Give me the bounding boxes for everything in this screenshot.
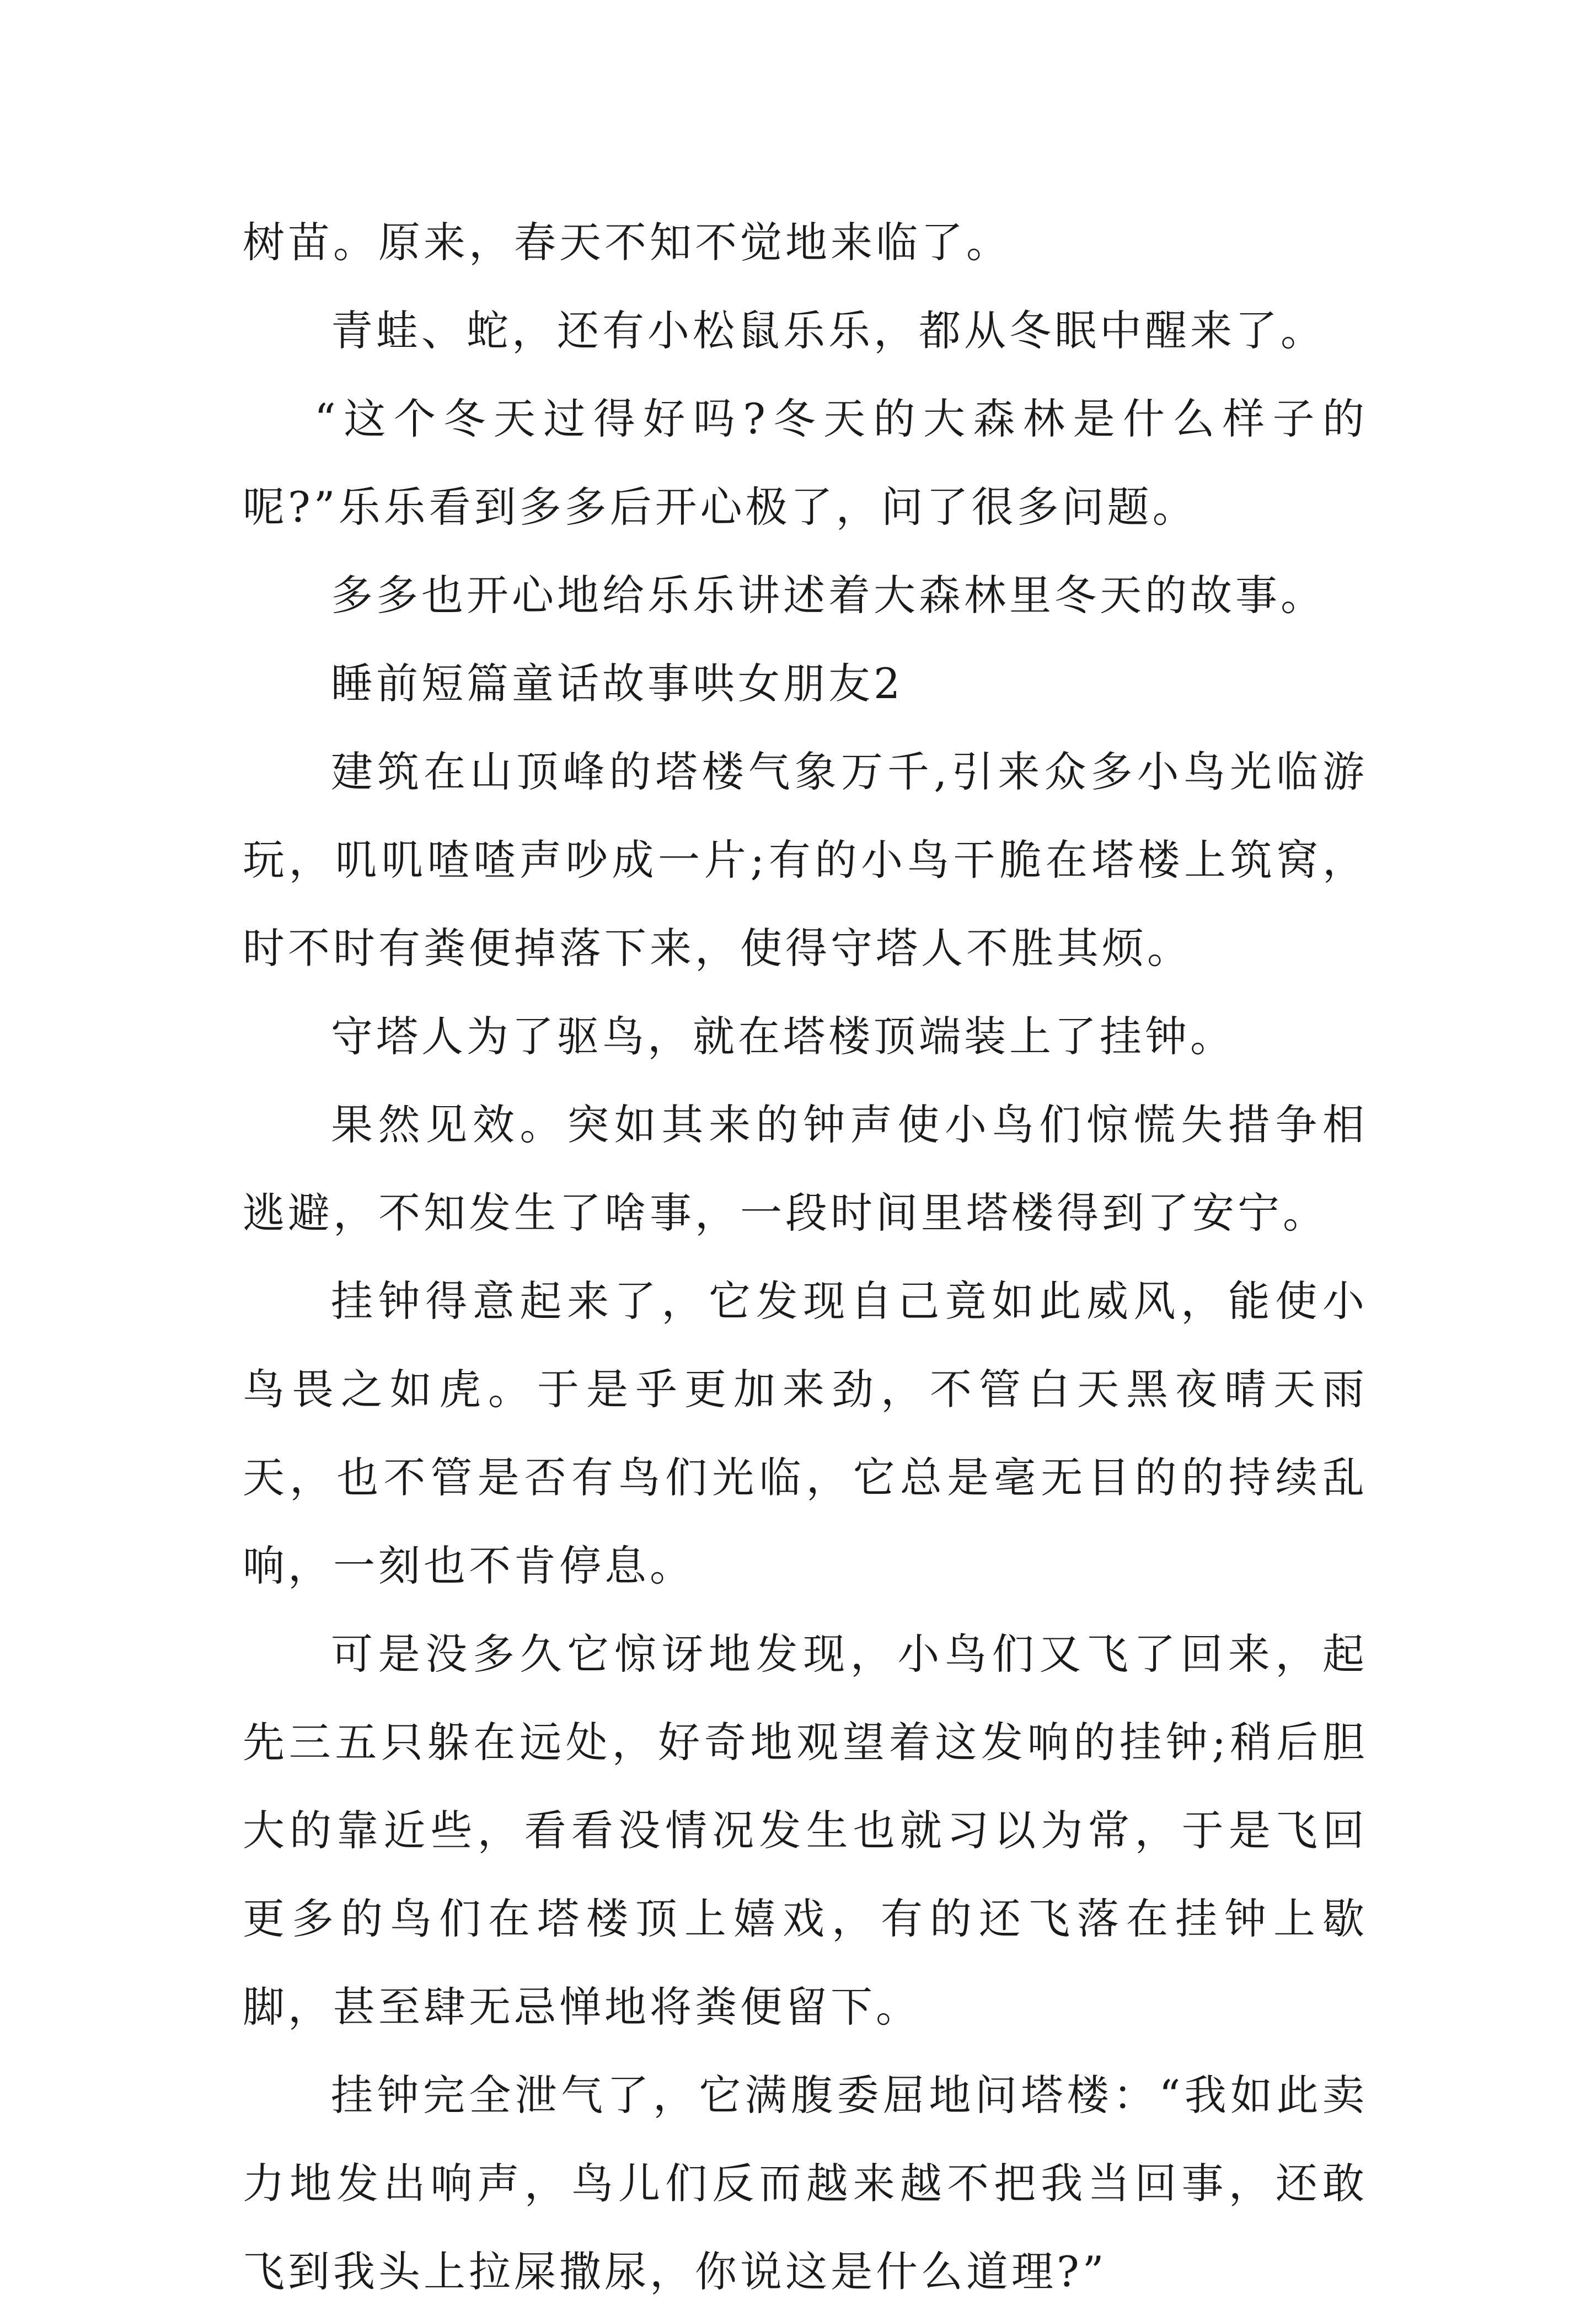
paragraph-1: 树苗。原来，春天不知不觉地来临了。	[243, 218, 1011, 267]
section-heading: 睡前短篇童话故事哄女朋友2	[331, 659, 904, 708]
paragraph-10: 可是没多久它惊讶地发现，小鸟们又飞了回来，起先三五只躲在远处，好奇地观望着这发响的挂钟;稍后胆大的靠近些，看看没情况发生也就习以为常，于是飞回更多的鸟们在塔楼顶上嬉戏，有的还飞落在挂钟上歇脚，甚至肆无忌惮地将粪便留下。	[243, 1629, 1368, 2031]
paragraph-9: 挂钟得意起来了，它发现自己竟如此威风，能使小鸟畏之如虎。于是乎更加来劲，不管白天黑夜晴天雨天，也不管是否有鸟们光临，它总是毫无目的的持续乱响，一刻也不肯停息。	[243, 1277, 1368, 1590]
body-text	[243, 199, 1368, 2316]
paragraph-6: 建筑在山顶峰的塔楼气象万千,引来众多小鸟光临游玩，叽叽喳喳声吵成一片;有的小鸟干脆在塔楼上筑窝，时不时有粪便掉落下来，使得守塔人不胜其烦。	[243, 747, 1368, 973]
paragraph-2: 青蛙、蛇，还有小松鼠乐乐，都从冬眠中醒来了。	[331, 306, 1326, 355]
paragraph-7: 守塔人为了驱鸟，就在塔楼顶端装上了挂钟。	[331, 1012, 1235, 1061]
paragraph-3: “这个冬天过得好吗?冬天的大森林是什么样子的呢?”乐乐看到多多后开心极了，问了很多问题。	[243, 394, 1368, 532]
paragraph-8: 果然见效。突如其来的钟声使小鸟们惊慌失措争相逃避，不知发生了啥事，一段时间里塔楼得到了安宁。	[243, 1100, 1368, 1237]
paragraph-4: 多多也开心地给乐乐讲述着大森林里冬天的故事。	[331, 571, 1326, 620]
paragraph-11: 挂钟完全泄气了，它满腹委屈地问塔楼：“我如此卖力地发出响声，鸟儿们反而越来越不把我当回事，还敢飞到我头上拉屎撒尿，你说这是什么道理?”	[243, 2071, 1368, 2296]
